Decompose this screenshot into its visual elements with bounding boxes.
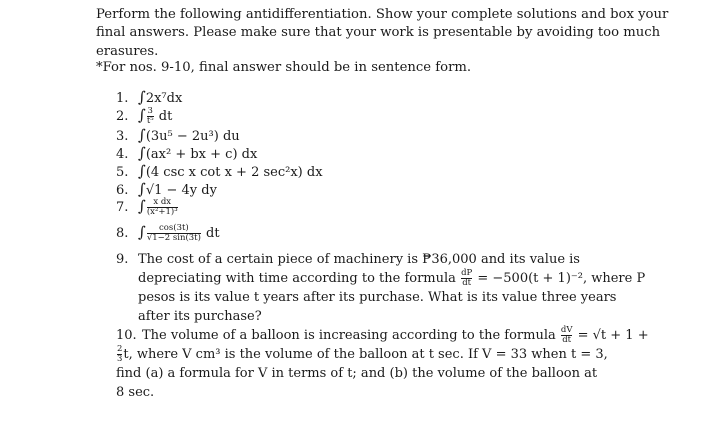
problem-10-line-4: 8 sec. (116, 385, 155, 400)
problem-9-line-1: The cost of a certain piece of machinery is ₱36,000 and its value is (138, 252, 580, 267)
problem-expression: (3u⁵ − 2u³) du (145, 129, 240, 144)
problem-2 (116, 106, 172, 126)
problem-4 (116, 144, 257, 162)
fraction-numerator: cos(3t) (159, 223, 189, 233)
fraction (147, 107, 154, 126)
problem-10-line-2 (116, 345, 676, 364)
fraction-denominator: t⁵ (146, 116, 154, 126)
problem-10 (116, 325, 676, 400)
fraction-denominator: (x²+1)³ (146, 207, 178, 217)
fraction-numerator: dV (560, 325, 573, 335)
problem-number: 2. (116, 109, 129, 124)
fraction-numerator: x dx (153, 197, 172, 207)
integral-sign: ∫ (138, 126, 146, 144)
problem-3 (116, 126, 240, 144)
integral-sign: ∫ (138, 144, 146, 162)
problem-10-formula: = √t + 1 + (573, 328, 649, 343)
problem-number: 4. (116, 147, 129, 162)
problem-expression: (ax² + bx + c) dx (145, 147, 258, 162)
fraction-denominator: √1−2 sin(3t) (146, 233, 201, 243)
fraction-numerator: 2 (117, 344, 123, 354)
integral-sign: ∫ (138, 197, 146, 215)
integral-sign: ∫ (138, 88, 146, 106)
fraction-denominator: dt (462, 278, 472, 288)
problem-number: 10. (116, 328, 137, 343)
problem-number: 3. (116, 129, 129, 144)
integral-sign: ∫ (138, 162, 146, 180)
fraction-denominator: 3 (117, 354, 123, 364)
problem-number: 7. (116, 200, 129, 215)
problem-number: 8. (116, 226, 129, 241)
problem-expression: √1 − 4y dy (145, 183, 217, 198)
problem-9-line-2 (138, 269, 678, 288)
problem-10-line-3: find (a) a formula for V in terms of t; and (b) the volume of the balloon at (116, 366, 598, 381)
problem-10-text: The volume of a balloon is increasing according to the formula (142, 328, 556, 343)
integral-sign: ∫ (138, 106, 146, 124)
coefficient-fraction (117, 345, 122, 364)
integral-sign: ∫ (138, 223, 146, 241)
derivative-fraction (461, 269, 472, 288)
fraction (147, 198, 178, 217)
problem-8 (116, 223, 220, 243)
problem-number: 1. (116, 91, 129, 106)
problem-9-text: depreciating with time according to the formula (138, 271, 456, 286)
integral-sign: ∫ (138, 180, 146, 198)
derivative-fraction (561, 326, 573, 345)
problem-1 (116, 88, 182, 106)
problem-9-formula: = −500(t + 1)⁻², where P (473, 271, 646, 286)
fraction-numerator: 3 (147, 106, 153, 116)
problem-6 (116, 180, 217, 198)
problem-expression: (4 csc x cot x + 2 sec²x) dx (145, 165, 323, 180)
fraction-numerator: dP (461, 268, 473, 278)
problem-number: 5. (116, 165, 129, 180)
problem-10-line-1 (142, 326, 682, 345)
problem-5 (116, 162, 323, 180)
problem-tail: dt (154, 109, 173, 124)
problem-number: 9. (116, 252, 129, 267)
problem-expression: 2x⁷dx (145, 91, 183, 106)
fraction-denominator: dt (562, 335, 572, 345)
instructions-note: *For nos. 9-10, final answer should be in sentence form. (96, 60, 472, 75)
problem-number: 6. (116, 183, 129, 198)
problem-10-text: t, where V cm³ is the volume of the balloon at t sec. If V = 33 when t = 3, (123, 347, 608, 362)
problem-7 (116, 197, 179, 217)
problem-9-line-4: after its purchase? (138, 309, 262, 324)
problem-9-line-3: pesos is its value t years after its purchase. What is its value three years (138, 290, 617, 305)
instructions-text: Perform the following antidifferentiation. Show your complete solutions and box your final answers. Please make sure that your work is presentable by avoiding too much erasures. (96, 7, 669, 59)
fraction (147, 224, 201, 243)
problem-tail: dt (201, 226, 220, 241)
problem-9 (116, 250, 676, 324)
problem-10-continuation (116, 345, 676, 402)
